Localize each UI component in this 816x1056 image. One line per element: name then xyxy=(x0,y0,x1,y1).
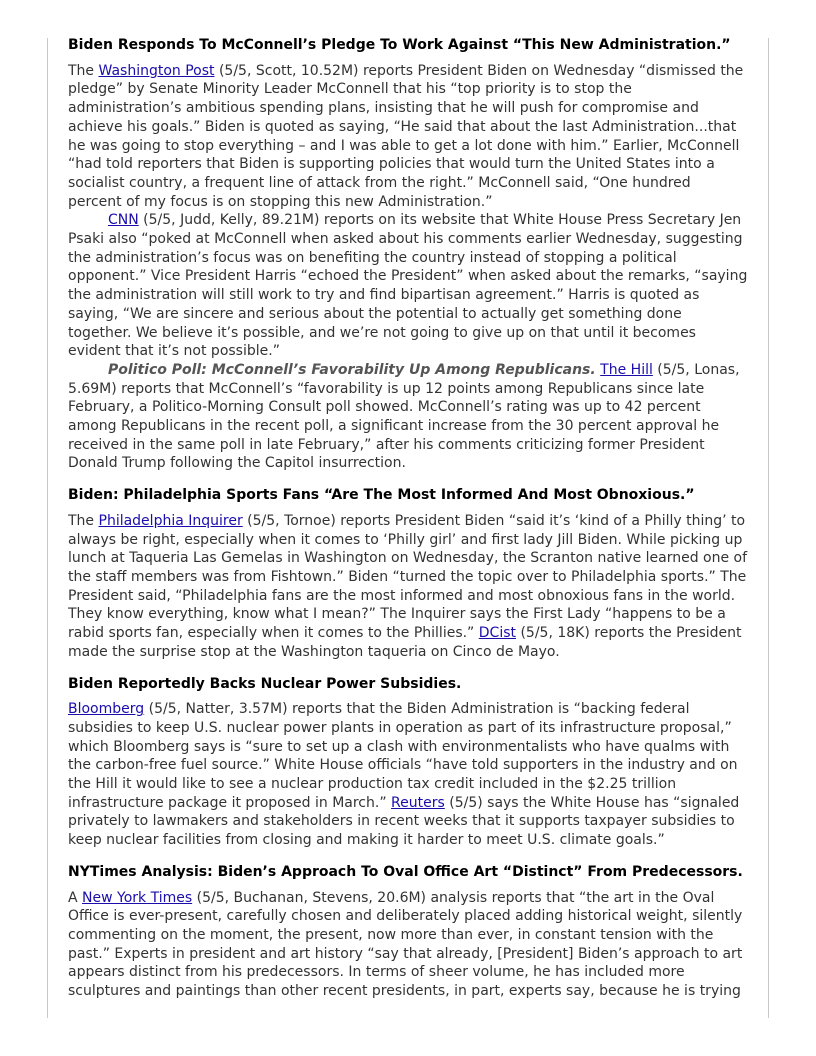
source-link-reuters[interactable]: Reuters xyxy=(391,794,445,811)
source-link-the-hill[interactable]: The Hill xyxy=(600,361,653,378)
article-mcconnell-pledge xyxy=(68,36,748,473)
article-oval-office-art xyxy=(68,863,748,1001)
source-link-washington-post[interactable]: Washington Post xyxy=(98,62,215,79)
article-paragraph: The Washington Post (5/5, Scott, 10.52M) reports President Biden on Wednesday “dismissed the pledge” by Senate Minority Leader McConnell that his “top priority is to stop the administration’s ambitious spending plans, insisting that he will push for compromise and achieve his goals.” Biden is quoted as saying, “He said that about the last Administration...that he was going to stop everything – and I was able to get a lot done with him.” Earlier, McConnell “had told reporters that Biden is supporting policies that would turn the United States into a socialist country, a frequent line of attack from the right.” McConnell said, “One hundred percent of my focus is on stopping this new Administration.” xyxy=(68,62,744,210)
source-link-cnn[interactable]: CNN xyxy=(108,212,139,229)
source-link-philadelphia-inquirer[interactable]: Philadelphia Inquirer xyxy=(98,512,243,529)
source-link-new-york-times[interactable]: New York Times xyxy=(82,889,193,906)
article-headline: Biden: Philadelphia Sports Fans “Are The Most Informed And Most Obnoxious.” xyxy=(68,487,695,504)
article-paragraph: The Philadelphia Inquirer (5/5, Tornoe) reports President Biden “said it’s ‘kind of a Philly thing’ to always be right, especially when it comes to ‘Philly girl’ and first lady Jill Biden. While picking up lunch at Taqueria Las Gemelas in Washington on Wednesday, the Scranton native learned one of the staff members was from Fishtown.” Biden “turned the topic over to Philadelphia sports.” The President said, “Philadelphia fans are the most informed and most obnoxious fans in the world. They know everything, know what I mean?” The Inquirer says the First Lady “happens to be a rabid sports fan, especially when it comes to the Phillies.” DCist (5/5, 18K) reports the President made the surprise stop at the Washington taqueria on Cinco de Mayo. xyxy=(68,512,748,660)
subheadline: Politico Poll: McConnell’s Favorability Up Among Republicans. xyxy=(108,361,596,378)
left-margin-rule xyxy=(47,38,48,1018)
article-paragraph: CNN (5/5, Judd, Kelly, 89.21M) reports on its website that White House Press Secretary Jen Psaki also “poked at McConnell when asked about his comments earlier Wednesday, suggesting the administration’s focus was on benefiting the country instead of stopping a political opponent.” Vice President Harris “echoed the President” when asked about the remarks, “saying the administration will still work to try and find bipartisan agreement.” Harris is quoted as saying, “We are sincere and serious about the potential to actually get something done together. We believe it’s possible, and we’re not going to give up on that until it becomes evident that it’s not possible.” xyxy=(68,212,748,360)
article-headline: Biden Responds To McConnell’s Pledge To Work Against “This New Administration.” xyxy=(68,37,731,53)
article-paragraph: Bloomberg (5/5, Natter, 3.57M) reports that the Biden Administration is “backing federal subsidies to keep U.S. nuclear power plants in operation as part of its infrastructure proposal,” which Bloomberg says is “sure to set up a clash with environmentalists who have qualms with the carbon-free fuel source.” White House officials “have told supporters in the industry and on the Hill it would like to see a nuclear production tax credit included in the $2.25 trillion infrastructure package it proposed in March.” Reuters (5/5) says the White House has “signaled privately to lawmakers and stakeholders in recent weeks that it supports taxpayer subsidies to keep nuclear facilities from closing and making it harder to meet U.S. climate goals.” xyxy=(68,701,740,849)
right-margin-rule xyxy=(768,38,769,1018)
source-link-dcist[interactable]: DCist xyxy=(478,625,516,642)
source-link-bloomberg[interactable]: Bloomberg xyxy=(68,701,145,718)
article-nuclear-subsidies xyxy=(68,675,748,850)
article-paragraph: A New York Times (5/5, Buchanan, Stevens, 20.6M) analysis reports that “the art in the Oval Office is ever-present, carefully chosen and deliberately placed adding historical weight, silently commenting on the moment, the present, now more than ever, in constant tension with the past.” Experts in president and art history “say that already, [President] Biden’s approach to art appears distinct from his predecessors. In terms of sheer volume, he has included more sculptures and paintings than other recent presidents, in part, experts say, because he is trying xyxy=(68,889,743,1000)
article-headline: NYTimes Analysis: Biden’s Approach To Oval Office Art “Distinct” From Predecessors. xyxy=(68,863,743,880)
article-paragraph: Politico Poll: McConnell’s Favorability Up Among Republicans. The Hill (5/5, Lonas, 5.69M) reports that McConnell’s “favorability is up 12 points among Republicans since late February, a Politico-Morning Consult poll showed. McConnell’s rating was up to 42 percent among Republicans in the recent poll, a significant increase from the 30 percent approval he received in the same poll in late February,” after his comments criticizing former President Donald Trump following the Capitol insurrection. xyxy=(68,361,740,472)
article-headline: Biden Reportedly Backs Nuclear Power Subsidies. xyxy=(68,675,462,692)
newsletter-body xyxy=(68,36,748,1014)
article-philly-fans xyxy=(68,486,748,661)
